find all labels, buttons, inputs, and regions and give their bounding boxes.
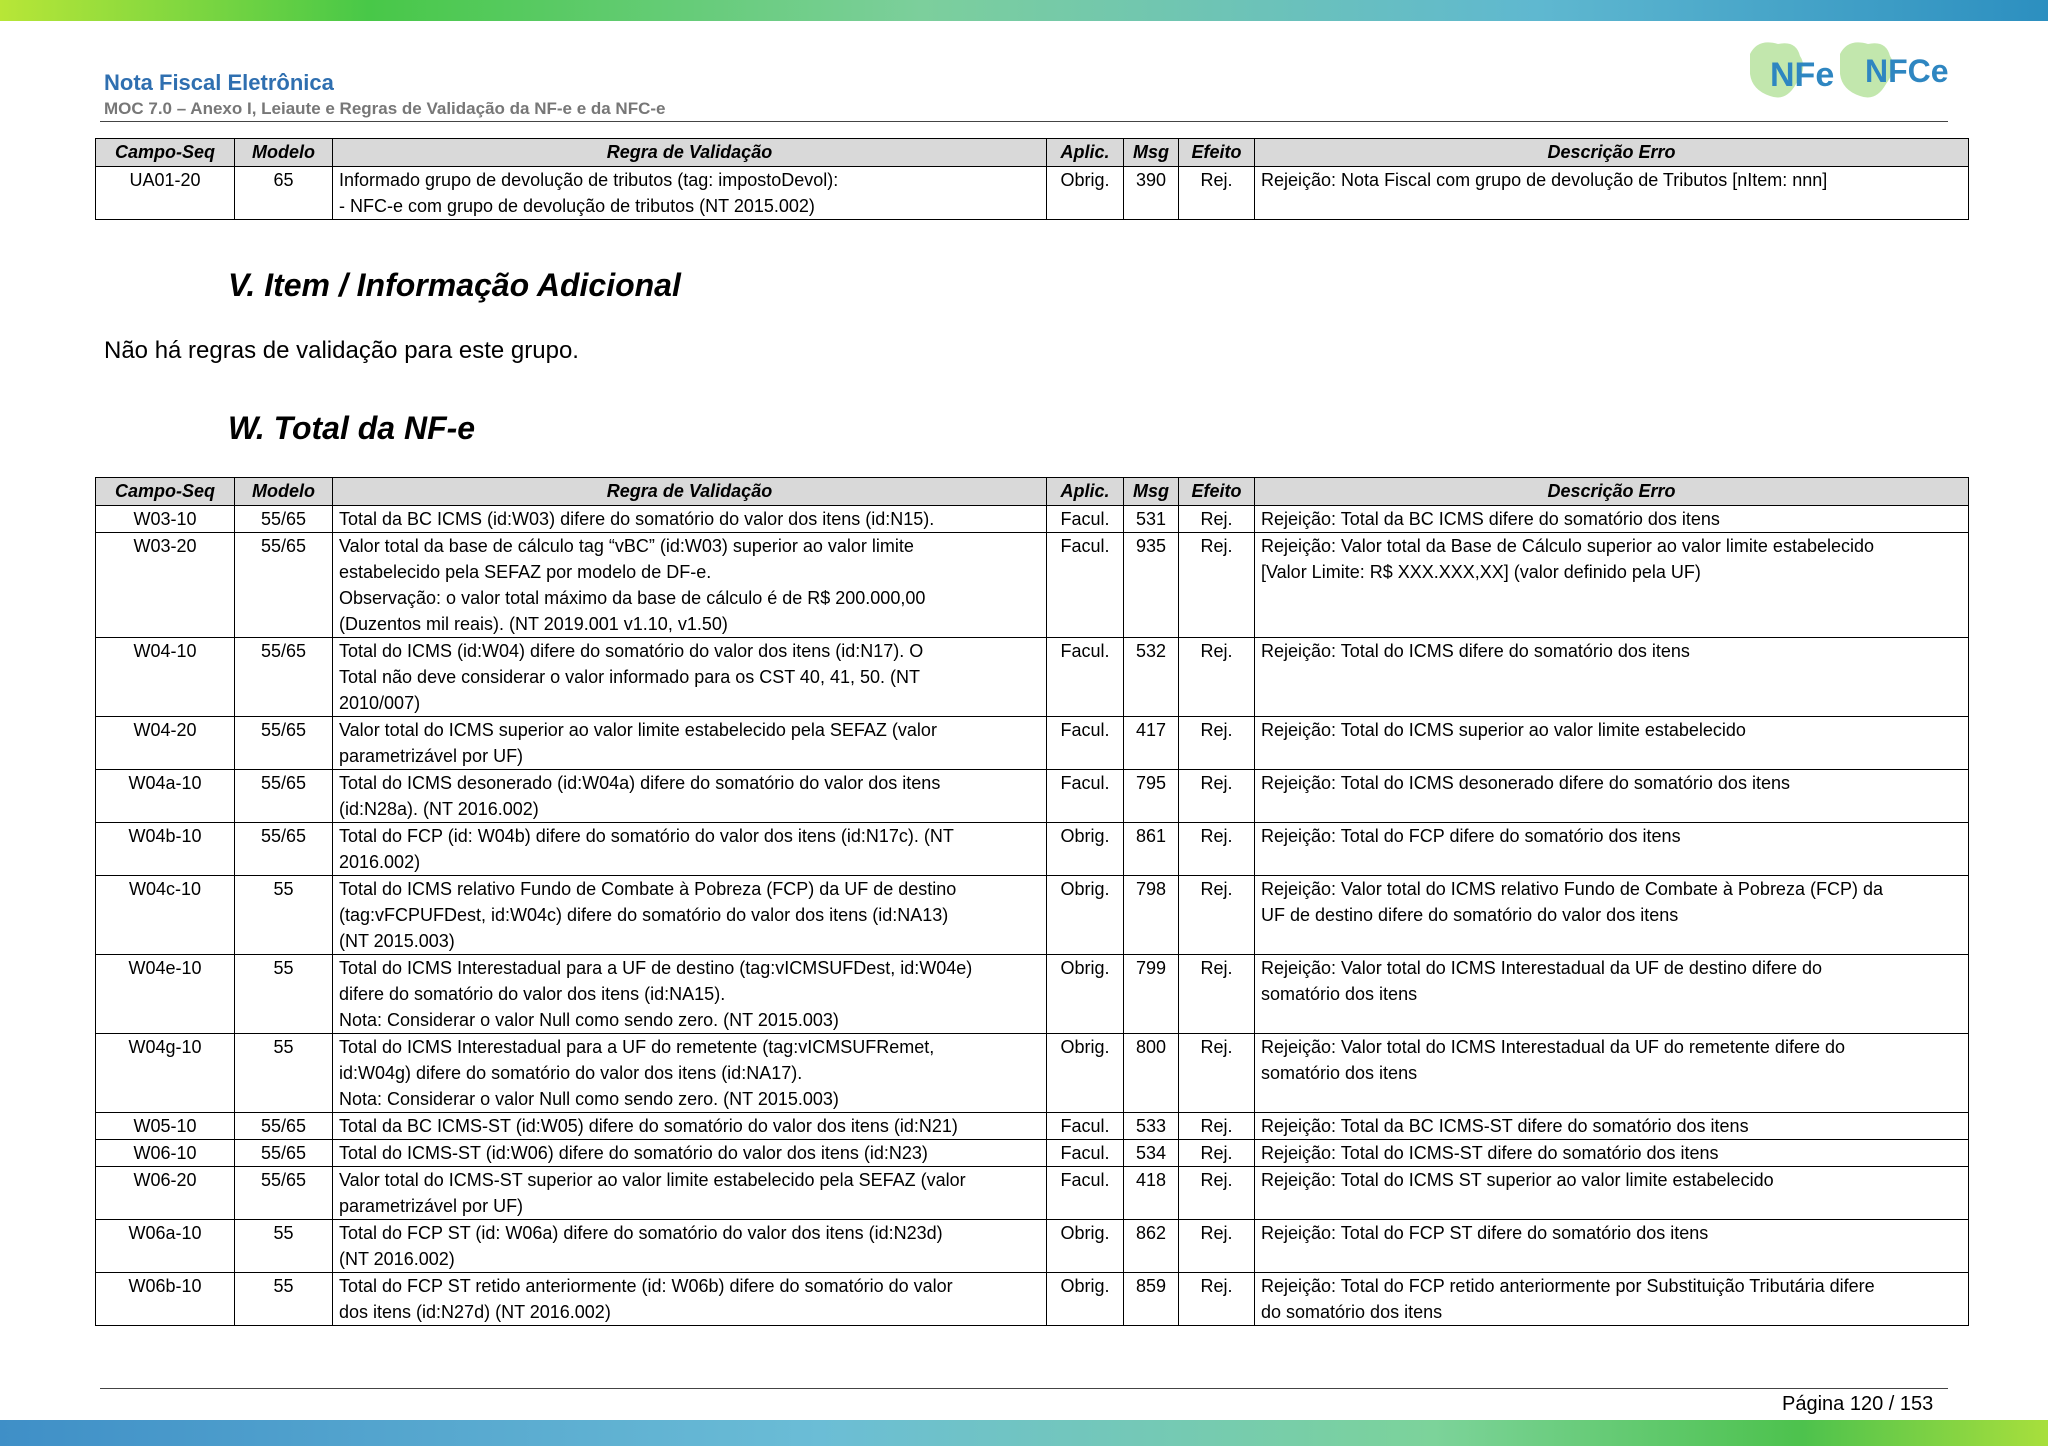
bottom-color-band xyxy=(0,1420,2048,1446)
cell-aplic: Obrig. xyxy=(1047,1220,1124,1273)
cell-regra xyxy=(333,1113,1047,1140)
cell-line: Rejeição: Valor total da Base de Cálculo superior ao valor limite estabelecido xyxy=(1261,536,1875,556)
cell-campo-seq: W03-20 xyxy=(96,533,235,638)
cell-efeito: Rej. xyxy=(1179,1220,1255,1273)
cell-msg: 390 xyxy=(1124,167,1179,220)
cell-campo-seq: W03-10 xyxy=(96,506,235,533)
cell-campo-seq: W06-10 xyxy=(96,1140,235,1167)
cell-regra xyxy=(333,1167,1047,1220)
table-row xyxy=(96,823,1969,876)
cell-line: somatório dos itens xyxy=(1261,984,1418,1004)
column-header: Regra de Validação xyxy=(333,139,1047,167)
cell-campo-seq: W04e-10 xyxy=(96,955,235,1034)
cell-descricao xyxy=(1255,770,1969,823)
cell-msg: 532 xyxy=(1124,638,1179,717)
page-number: Página 120 / 153 xyxy=(1782,1393,1934,1415)
cell-regra xyxy=(333,770,1047,823)
cell-regra xyxy=(333,1140,1047,1167)
table-row xyxy=(96,1113,1969,1140)
logo-nfce-text: NFCe xyxy=(1865,53,1949,89)
cell-modelo: 55 xyxy=(235,1220,333,1273)
cell-regra xyxy=(333,876,1047,955)
column-header: Msg xyxy=(1124,478,1179,506)
cell-efeito: Rej. xyxy=(1179,717,1255,770)
cell-regra xyxy=(333,1273,1047,1326)
column-header: Modelo xyxy=(235,139,333,167)
cell-line: Total do ICMS-ST (id:W06) difere do somatório do valor dos itens (id:N23) xyxy=(339,1143,928,1163)
footer-divider xyxy=(100,1388,1948,1389)
cell-efeito: Rej. xyxy=(1179,1034,1255,1113)
document-subtitle: MOC 7.0 – Anexo I, Leiaute e Regras de Validação da NF-e e da NFC-e xyxy=(104,99,666,118)
cell-campo-seq: W04b-10 xyxy=(96,823,235,876)
table-row xyxy=(96,1220,1969,1273)
cell-aplic: Facul. xyxy=(1047,1113,1124,1140)
cell-line: Total do FCP ST retido anteriormente (id: W06b) difere do somatório do valor xyxy=(339,1276,953,1296)
section-v-title: V. Item / Informação Adicional xyxy=(228,267,681,303)
cell-line: Rejeição: Total do FCP difere do somatório dos itens xyxy=(1261,826,1681,846)
cell-descricao xyxy=(1255,823,1969,876)
section-w-title: W. Total da NF-e xyxy=(228,410,476,446)
cell-line: Observação: o valor total máximo da base de cálculo é de R$ 200.000,00 xyxy=(339,588,926,608)
cell-aplic: Obrig. xyxy=(1047,1273,1124,1326)
cell-line: (NT 2016.002) xyxy=(339,1249,455,1269)
cell-aplic: Facul. xyxy=(1047,506,1124,533)
cell-line: (tag:vFCPUFDest, id:W04c) difere do somatório do valor dos itens (id:NA13) xyxy=(339,905,949,925)
cell-campo-seq: W05-10 xyxy=(96,1113,235,1140)
cell-aplic: Facul. xyxy=(1047,533,1124,638)
header-divider xyxy=(100,121,1948,122)
cell-descricao xyxy=(1255,533,1969,638)
cell-descricao xyxy=(1255,955,1969,1034)
cell-campo-seq: UA01-20 xyxy=(96,167,235,220)
cell-descricao xyxy=(1255,638,1969,717)
table-header-row xyxy=(96,478,1969,506)
cell-line: Total do FCP ST (id: W06a) difere do somatório do valor dos itens (id:N23d) xyxy=(339,1223,943,1243)
cell-descricao xyxy=(1255,1220,1969,1273)
table-row xyxy=(96,1140,1969,1167)
cell-modelo: 55/65 xyxy=(235,506,333,533)
cell-modelo: 55/65 xyxy=(235,717,333,770)
cell-line: Rejeição: Valor total do ICMS Interestadual da UF de destino difere do xyxy=(1261,958,1822,978)
cell-aplic: Facul. xyxy=(1047,770,1124,823)
cell-line: parametrizável por UF) xyxy=(339,1196,524,1216)
cell-line: do somatório dos itens xyxy=(1261,1302,1443,1322)
cell-efeito: Rej. xyxy=(1179,167,1255,220)
column-header: Campo-Seq xyxy=(96,478,235,506)
cell-efeito: Rej. xyxy=(1179,770,1255,823)
cell-efeito: Rej. xyxy=(1179,823,1255,876)
cell-aplic: Obrig. xyxy=(1047,955,1124,1034)
cell-modelo: 55/65 xyxy=(235,1113,333,1140)
logo-nfe-text: NFe xyxy=(1770,56,1835,94)
top-color-band xyxy=(0,0,2048,21)
cell-msg: 861 xyxy=(1124,823,1179,876)
cell-line: Total do FCP (id: W04b) difere do somatório do valor dos itens (id:N17c). (NT xyxy=(339,826,954,846)
cell-campo-seq: W06-20 xyxy=(96,1167,235,1220)
table-row xyxy=(96,1273,1969,1326)
validation-table-w xyxy=(95,477,1969,1326)
cell-campo-seq: W04g-10 xyxy=(96,1034,235,1113)
cell-line: Rejeição: Total do FCP retido anteriormente por Substituição Tributária difere xyxy=(1261,1276,1875,1296)
cell-msg: 795 xyxy=(1124,770,1179,823)
cell-line: Rejeição: Valor total do ICMS relativo Fundo de Combate à Pobreza (FCP) da xyxy=(1261,879,1883,899)
column-header: Aplic. xyxy=(1047,478,1124,506)
cell-line: dos itens (id:N27d) (NT 2016.002) xyxy=(339,1302,611,1322)
cell-line: Total da BC ICMS-ST (id:W05) difere do somatório do valor dos itens (id:N21) xyxy=(339,1116,958,1136)
cell-line: (Duzentos mil reais). (NT 2019.001 v1.10, v1.50) xyxy=(339,614,728,634)
cell-campo-seq: W04-10 xyxy=(96,638,235,717)
cell-aplic: Obrig. xyxy=(1047,1034,1124,1113)
cell-modelo: 55 xyxy=(235,876,333,955)
cell-efeito: Rej. xyxy=(1179,876,1255,955)
cell-line: Rejeição: Total do FCP ST difere do somatório dos itens xyxy=(1261,1223,1709,1243)
cell-modelo: 55 xyxy=(235,1273,333,1326)
cell-line: Nota: Considerar o valor Null como sendo zero. (NT 2015.003) xyxy=(339,1089,839,1109)
cell-line: 2016.002) xyxy=(339,852,421,872)
column-header: Regra de Validação xyxy=(333,478,1047,506)
cell-line: parametrizável por UF) xyxy=(339,746,524,766)
cell-line: Total da BC ICMS (id:W03) difere do somatório do valor dos itens (id:N15). xyxy=(339,509,935,529)
table-row xyxy=(96,638,1969,717)
cell-descricao xyxy=(1255,876,1969,955)
cell-campo-seq: W04c-10 xyxy=(96,876,235,955)
cell-regra xyxy=(333,717,1047,770)
cell-campo-seq: W06b-10 xyxy=(96,1273,235,1326)
cell-line: estabelecido pela SEFAZ por modelo de DF-e. xyxy=(339,562,712,582)
cell-line: - NFC-e com grupo de devolução de tributos (NT 2015.002) xyxy=(339,196,815,216)
section-v-note: Não há regras de validação para este grupo. xyxy=(104,337,579,364)
cell-modelo: 55/65 xyxy=(235,1167,333,1220)
cell-line: UF de destino difere do somatório do valor dos itens xyxy=(1261,905,1679,925)
cell-regra xyxy=(333,1220,1047,1273)
cell-line: [Valor Limite: R$ XXX.XXX,XX] (valor definido pela UF) xyxy=(1261,562,1701,582)
cell-msg: 417 xyxy=(1124,717,1179,770)
table-header-row xyxy=(96,139,1969,167)
cell-efeito: Rej. xyxy=(1179,1273,1255,1326)
cell-efeito: Rej. xyxy=(1179,638,1255,717)
cell-efeito: Rej. xyxy=(1179,1167,1255,1220)
table-row xyxy=(96,1034,1969,1113)
cell-line: Total do ICMS Interestadual para a UF do remetente (tag:vICMSUFRemet, xyxy=(339,1037,935,1057)
table-row xyxy=(96,876,1969,955)
cell-line: (id:N28a). (NT 2016.002) xyxy=(339,799,539,819)
cell-descricao xyxy=(1255,506,1969,533)
cell-line: Total do ICMS Interestadual para a UF de destino (tag:vICMSUFDest, id:W04e) xyxy=(339,958,973,978)
cell-aplic: Obrig. xyxy=(1047,823,1124,876)
column-header: Efeito xyxy=(1179,139,1255,167)
cell-efeito: Rej. xyxy=(1179,1140,1255,1167)
cell-efeito: Rej. xyxy=(1179,1113,1255,1140)
cell-msg: 418 xyxy=(1124,1167,1179,1220)
cell-line: Rejeição: Total da BC ICMS-ST difere do somatório dos itens xyxy=(1261,1116,1749,1136)
cell-campo-seq: W04-20 xyxy=(96,717,235,770)
cell-modelo: 65 xyxy=(235,167,333,220)
cell-msg: 798 xyxy=(1124,876,1179,955)
cell-campo-seq: W06a-10 xyxy=(96,1220,235,1273)
cell-efeito: Rej. xyxy=(1179,955,1255,1034)
cell-modelo: 55/65 xyxy=(235,823,333,876)
cell-modelo: 55/65 xyxy=(235,533,333,638)
column-header: Aplic. xyxy=(1047,139,1124,167)
cell-line: somatório dos itens xyxy=(1261,1063,1418,1083)
cell-msg: 859 xyxy=(1124,1273,1179,1326)
cell-line: Informado grupo de devolução de tributos (tag: impostoDevol): xyxy=(339,170,839,190)
cell-line: Total do ICMS desonerado (id:W04a) difere do somatório do valor dos itens xyxy=(339,773,941,793)
cell-line: id:W04g) difere do somatório do valor dos itens (id:NA17). xyxy=(339,1063,803,1083)
cell-regra xyxy=(333,167,1047,220)
cell-aplic: Obrig. xyxy=(1047,876,1124,955)
cell-line: Rejeição: Valor total do ICMS Interestadual da UF do remetente difere do xyxy=(1261,1037,1845,1057)
cell-aplic: Facul. xyxy=(1047,1167,1124,1220)
cell-line: Valor total da base de cálculo tag “vBC” (id:W03) superior ao valor limite xyxy=(339,536,914,556)
cell-regra xyxy=(333,955,1047,1034)
cell-line: Nota: Considerar o valor Null como sendo zero. (NT 2015.003) xyxy=(339,1010,839,1030)
cell-descricao xyxy=(1255,1034,1969,1113)
cell-regra xyxy=(333,1034,1047,1113)
cell-line: Valor total do ICMS-ST superior ao valor limite estabelecido pela SEFAZ (valor xyxy=(339,1170,966,1190)
cell-line: 2010/007) xyxy=(339,693,421,713)
nfe-nfce-logo-icon xyxy=(1740,34,1950,114)
column-header: Descrição Erro xyxy=(1255,478,1969,506)
table-row xyxy=(96,770,1969,823)
cell-line: difere do somatório do valor dos itens (id:NA15). xyxy=(339,984,726,1004)
table-row xyxy=(96,955,1969,1034)
cell-msg: 862 xyxy=(1124,1220,1179,1273)
cell-descricao xyxy=(1255,167,1969,220)
cell-line: Total do ICMS relativo Fundo de Combate à Pobreza (FCP) da UF de destino xyxy=(339,879,957,899)
column-header: Msg xyxy=(1124,139,1179,167)
cell-line: Rejeição: Total da BC ICMS difere do somatório dos itens xyxy=(1261,509,1720,529)
cell-msg: 533 xyxy=(1124,1113,1179,1140)
table-row xyxy=(96,506,1969,533)
validation-table-ua xyxy=(95,138,1969,220)
cell-line: Total não deve considerar o valor informado para os CST 40, 41, 50. (NT xyxy=(339,667,920,687)
table-row xyxy=(96,717,1969,770)
cell-aplic: Obrig. xyxy=(1047,167,1124,220)
cell-regra xyxy=(333,823,1047,876)
cell-descricao xyxy=(1255,1140,1969,1167)
cell-line: Rejeição: Nota Fiscal com grupo de devolução de Tributos [nItem: nnn] xyxy=(1261,170,1828,190)
column-header: Descrição Erro xyxy=(1255,139,1969,167)
cell-line: Total do ICMS (id:W04) difere do somatório do valor dos itens (id:N17). O xyxy=(339,641,924,661)
column-header: Campo-Seq xyxy=(96,139,235,167)
cell-line: Rejeição: Total do ICMS ST superior ao valor limite estabelecido xyxy=(1261,1170,1774,1190)
cell-descricao xyxy=(1255,1273,1969,1326)
cell-campo-seq: W04a-10 xyxy=(96,770,235,823)
cell-line: Rejeição: Total do ICMS superior ao valor limite estabelecido xyxy=(1261,720,1746,740)
cell-modelo: 55/65 xyxy=(235,1140,333,1167)
cell-aplic: Facul. xyxy=(1047,717,1124,770)
table-row xyxy=(96,1167,1969,1220)
cell-modelo: 55 xyxy=(235,955,333,1034)
cell-descricao xyxy=(1255,1167,1969,1220)
column-header: Efeito xyxy=(1179,478,1255,506)
cell-modelo: 55/65 xyxy=(235,770,333,823)
cell-msg: 935 xyxy=(1124,533,1179,638)
table-row xyxy=(96,167,1969,220)
cell-aplic: Facul. xyxy=(1047,638,1124,717)
cell-line: Rejeição: Total do ICMS-ST difere do somatório dos itens xyxy=(1261,1143,1719,1163)
cell-msg: 799 xyxy=(1124,955,1179,1034)
cell-efeito: Rej. xyxy=(1179,506,1255,533)
document-title: Nota Fiscal Eletrônica xyxy=(104,70,334,95)
cell-regra xyxy=(333,506,1047,533)
cell-modelo: 55 xyxy=(235,1034,333,1113)
table-row xyxy=(96,533,1969,638)
cell-descricao xyxy=(1255,717,1969,770)
cell-msg: 531 xyxy=(1124,506,1179,533)
cell-aplic: Facul. xyxy=(1047,1140,1124,1167)
cell-line: Rejeição: Total do ICMS desonerado difere do somatório dos itens xyxy=(1261,773,1790,793)
cell-efeito: Rej. xyxy=(1179,533,1255,638)
cell-line: (NT 2015.003) xyxy=(339,931,455,951)
cell-descricao xyxy=(1255,1113,1969,1140)
cell-line: Valor total do ICMS superior ao valor limite estabelecido pela SEFAZ (valor xyxy=(339,720,937,740)
cell-regra xyxy=(333,638,1047,717)
cell-msg: 534 xyxy=(1124,1140,1179,1167)
cell-modelo: 55/65 xyxy=(235,638,333,717)
cell-msg: 800 xyxy=(1124,1034,1179,1113)
cell-regra xyxy=(333,533,1047,638)
cell-line: Rejeição: Total do ICMS difere do somatório dos itens xyxy=(1261,641,1690,661)
column-header: Modelo xyxy=(235,478,333,506)
